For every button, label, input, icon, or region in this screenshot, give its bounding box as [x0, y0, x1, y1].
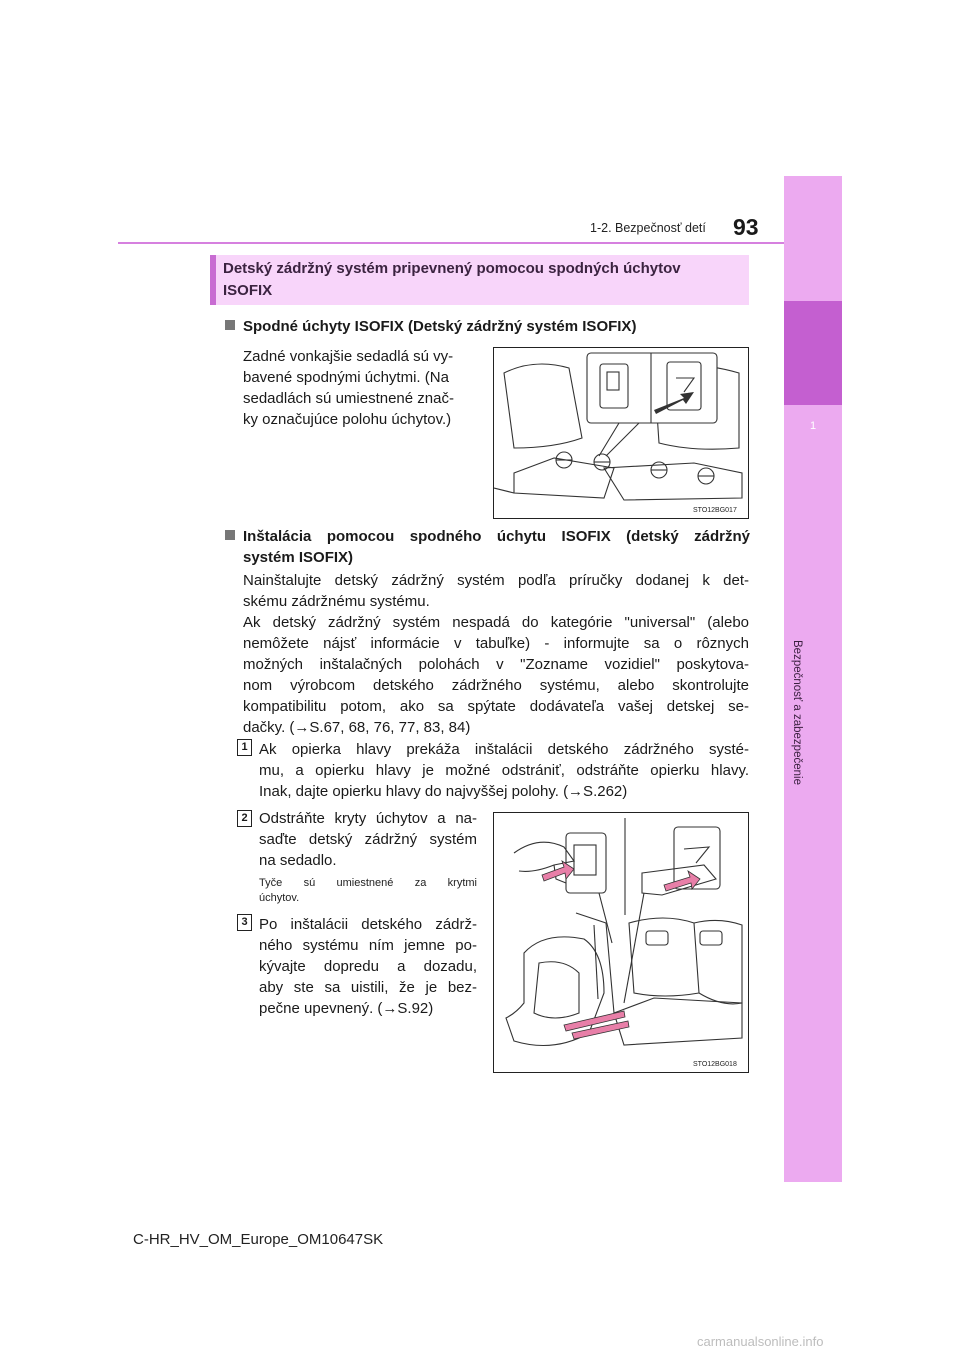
block2-heading-line-2: systém ISOFIX) [243, 549, 354, 566]
step-3-line: Po inštalácii detského zádrž- [259, 916, 477, 933]
figure1-code: STO12BG017 [693, 507, 737, 514]
step-1-text [259, 739, 749, 802]
figure2-code: STO12BG018 [693, 1061, 737, 1068]
step-3-line: ného systému ním jemne po- [259, 937, 477, 954]
section-title [223, 258, 748, 302]
header-divider [118, 242, 784, 244]
block2-heading [225, 526, 750, 568]
block1-heading-text: Spodné úchyty ISOFIX (Detský zádržný systém ISOFIX) [243, 318, 637, 335]
step-1-line: Inak, dajte opierku hlavy do najvyššej polohy. (→S.262) [259, 783, 628, 800]
section-title-line-2: ISOFIX [223, 282, 273, 299]
step-2-note-line: Tyče sú umiestnené za krytmi [259, 877, 477, 889]
header-section-title: 1-2. Bezpečnosť detí [590, 221, 706, 235]
step-2-line: saďte detský zádržný systém [259, 831, 477, 848]
block2-line: skému zádržnému systému. [243, 593, 430, 610]
chapter-number: 1 [809, 420, 817, 432]
figure-isofix-anchors [493, 347, 749, 519]
block2-heading-line-1: Inštalácia pomocou spodného úchytu ISOFIX (detský zádržný [243, 528, 750, 545]
block2-line: možných inštalačných polohách v "Zozname vozidiel" poskytova- [243, 656, 749, 673]
block2-line: Ak detský zádržný systém nespadá do kategórie "universal" (alebo [243, 614, 749, 631]
step-2-text [259, 808, 477, 871]
step-2-note-line: úchytov. [259, 892, 300, 904]
step-2-number: 2 [237, 810, 252, 827]
block1-line: ky označujúce polohu úchytov.) [243, 411, 452, 428]
block2-line: nemôžete nájsť informácie v tabuľke) - informujte sa o rôznych [243, 635, 749, 652]
block2-line: kompatibilitu potom, ako sa spýtate dodávateľa vašej detskej se- [243, 698, 749, 715]
page-number: 93 [733, 214, 759, 240]
block1-heading [225, 316, 750, 337]
step-2-line: na sedadlo. [259, 852, 337, 869]
section-title-line-1: Detský zádržný systém pripevnený pomocou spodných úchytov [223, 260, 681, 277]
step-2-note [259, 876, 477, 906]
child-seat-installation-illustration [494, 813, 748, 1072]
step-1-line: Ak opierka hlavy prekáža inštalácii detského zádržného systé- [259, 741, 749, 758]
step-3-line: aby ste sa uistili, že je bez- [259, 979, 477, 996]
step-3-number: 3 [237, 914, 252, 931]
chapter-tab [784, 301, 842, 405]
step-1-number: 1 [237, 739, 252, 756]
block2-line: nom výrobcom detského zádržného systému, alebo skontrolujte [243, 677, 749, 694]
block1-line: bavené spodnými úchytmi. (Na [243, 369, 449, 386]
step-1-line: mu, a opierku hlavy je možné odstrániť, odstráňte opierku hlavy. [259, 762, 749, 779]
watermark: carmanualsonline.info [697, 1334, 824, 1349]
document-code: C-HR_HV_OM_Europe_OM10647SK [133, 1231, 384, 1248]
step-2-line: Odstráňte kryty úchytov a na- [259, 810, 477, 827]
block2-line: Nainštalujte detský zádržný systém podľa príručky dodanej k det- [243, 572, 749, 589]
block1-line: Zadné vonkajšie sedadlá sú vy- [243, 348, 454, 365]
block2-paragraph [243, 570, 749, 738]
block1-paragraph [243, 346, 476, 430]
isofix-anchor-illustration [494, 348, 748, 518]
step-3-line: kývajte dopredu a dozadu, [259, 958, 477, 975]
step-3-line: pečne upevnený. (→S.92) [259, 1000, 434, 1017]
chapter-title: Bezpečnosť a zabezpečenie [791, 640, 803, 785]
block2-line: dačky. (→S.67, 68, 76, 77, 83, 84) [243, 719, 471, 736]
block1-line: sedadlách sú umiestnené znač- [243, 390, 454, 407]
step-3-text [259, 914, 477, 1019]
bullet-square-icon [225, 320, 235, 330]
bullet-square-icon [225, 530, 235, 540]
figure-child-seat-installation [493, 812, 749, 1073]
